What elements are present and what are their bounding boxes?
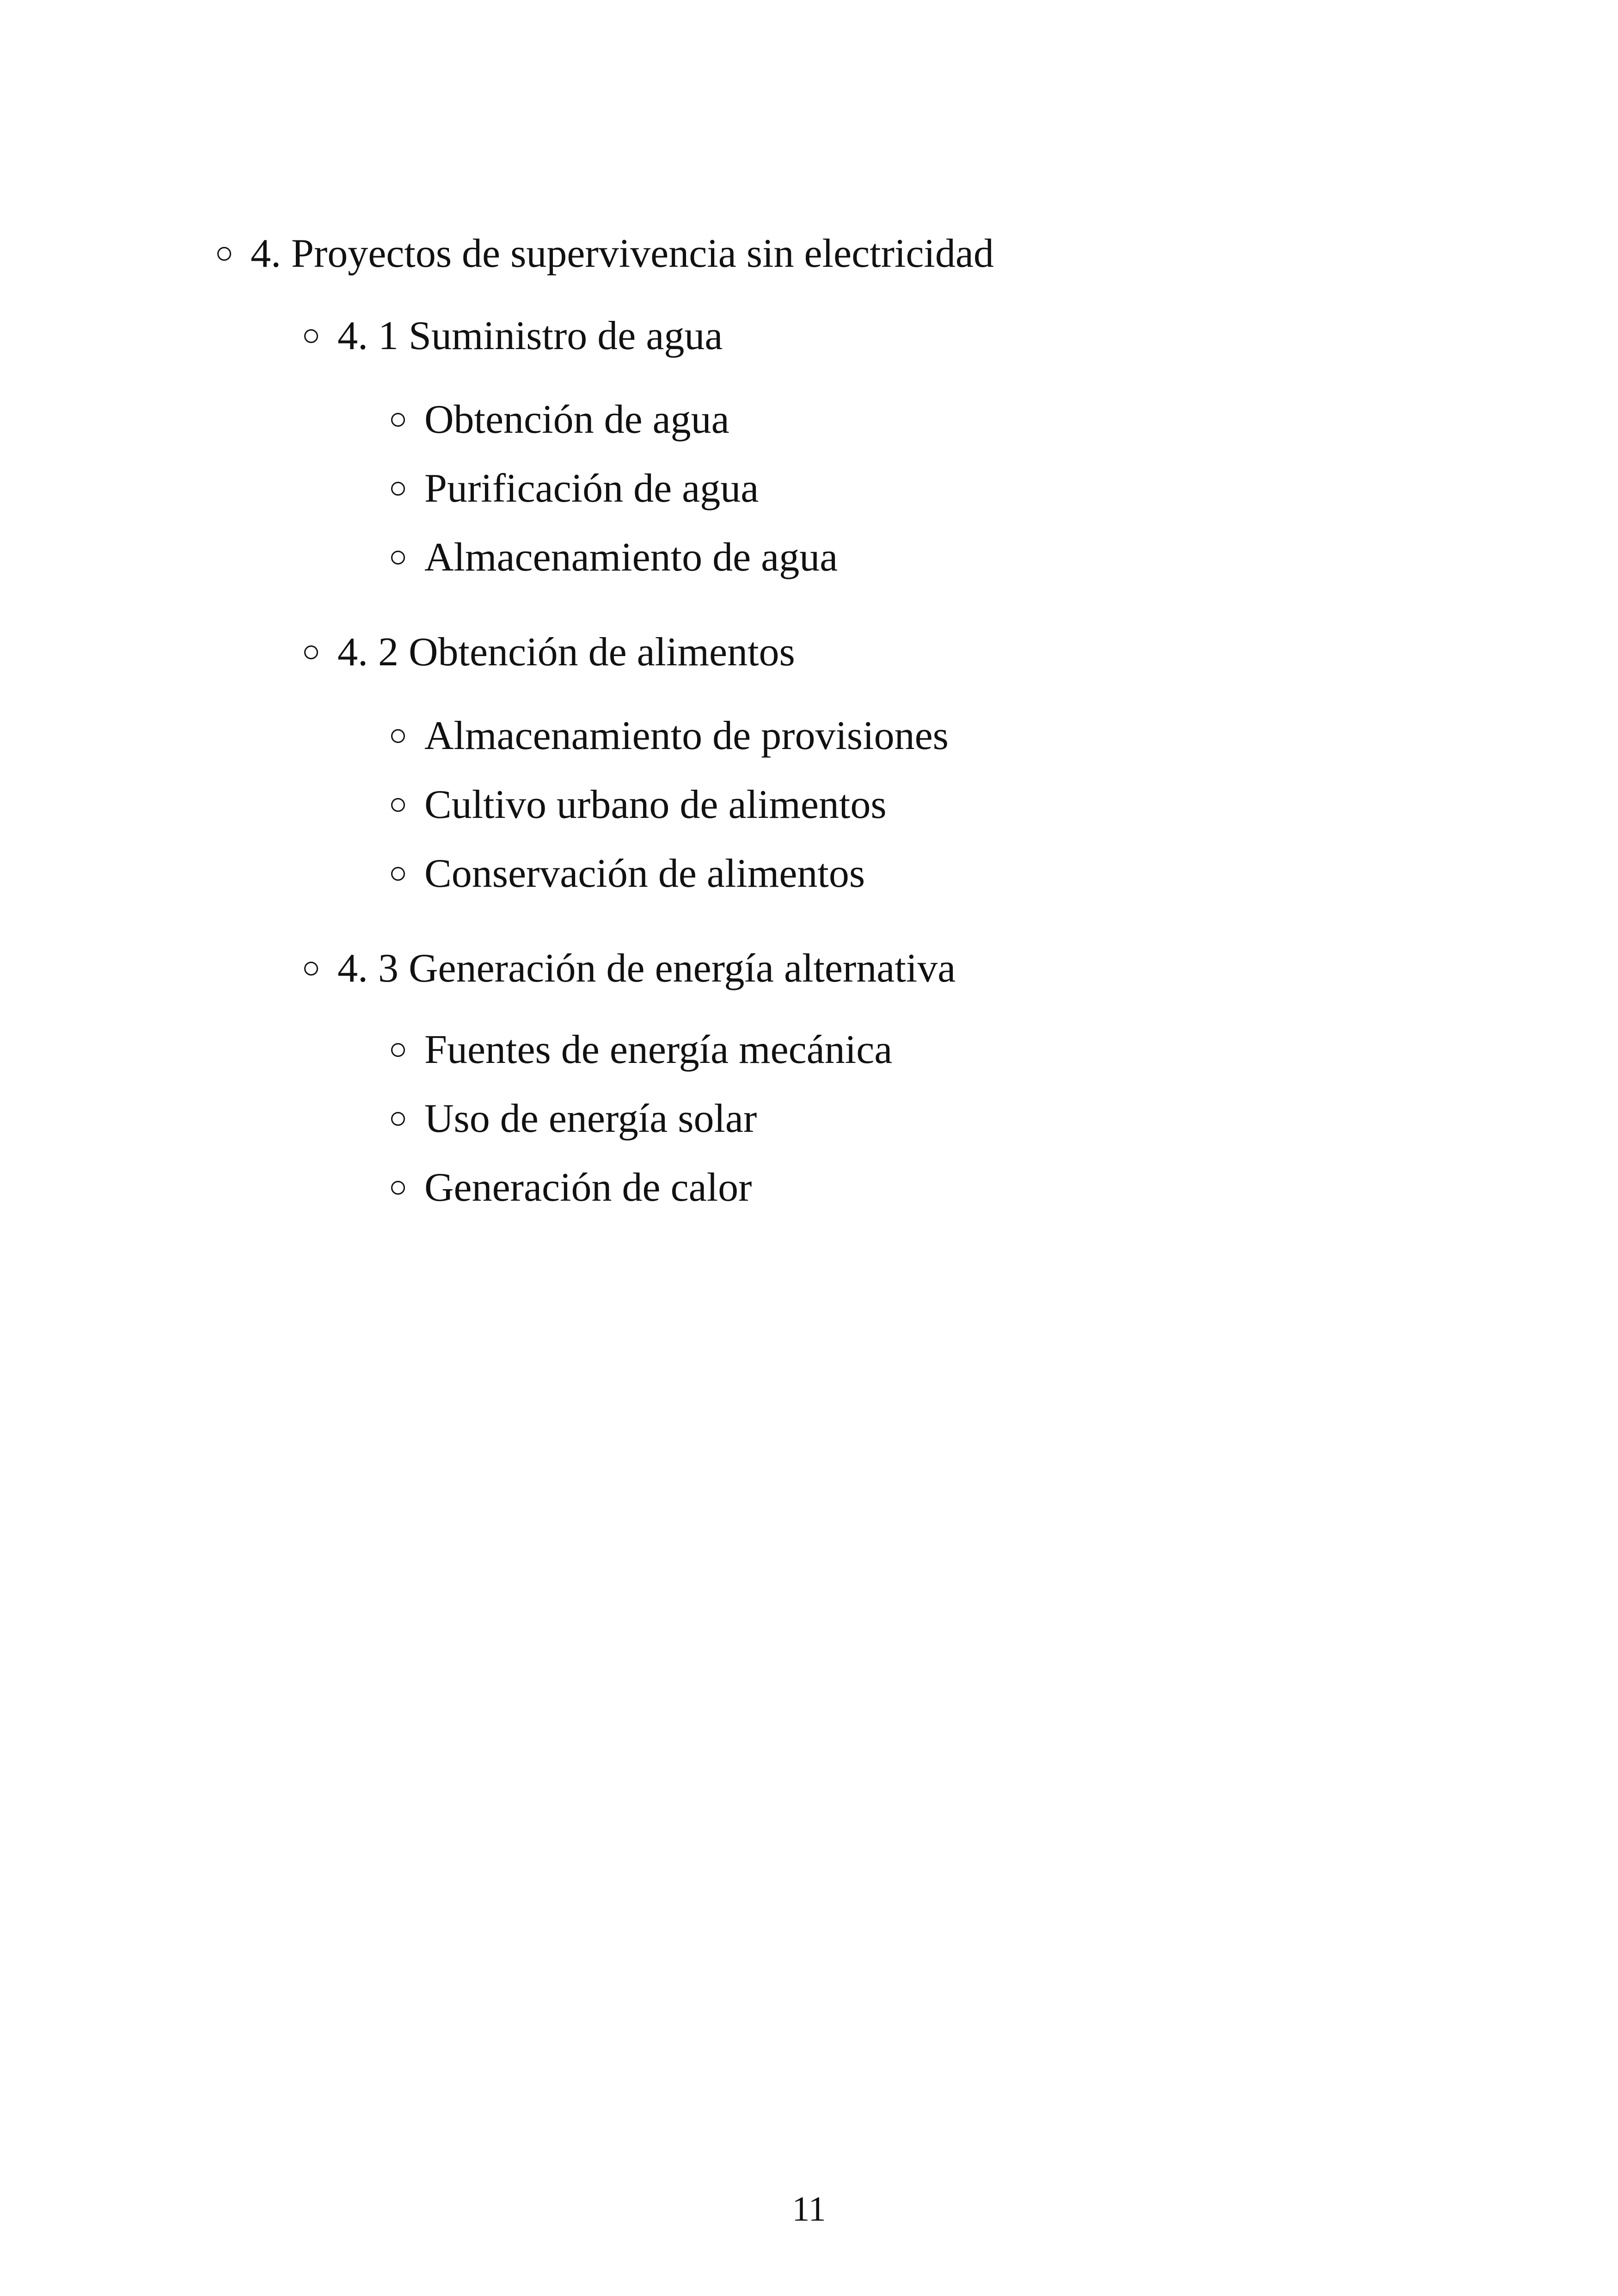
section-heading: 4. 1 Suministro de agua xyxy=(337,313,723,358)
list-item xyxy=(391,1167,752,1208)
list-item-label: Fuentes de energía mecánica xyxy=(424,1027,893,1072)
list-item xyxy=(391,782,887,827)
section-heading-item xyxy=(304,948,956,989)
list-item-label: Almacenamiento de agua xyxy=(424,535,838,580)
section-heading: 4. 3 Generación de energía alternativa xyxy=(337,946,956,991)
hollow-circle-bullet-icon xyxy=(304,645,318,659)
section-heading: 4. 2 Obtención de alimentos xyxy=(337,630,795,675)
list-item xyxy=(391,537,838,578)
list-item-label: Obtención de agua xyxy=(424,397,729,442)
section-heading-item xyxy=(304,313,723,358)
hollow-circle-bullet-icon xyxy=(304,962,318,976)
outline-title: 4. Proyectos de supervivencia sin electricidad xyxy=(251,231,994,276)
hollow-circle-bullet-icon xyxy=(391,482,405,496)
hollow-circle-bullet-icon xyxy=(391,413,405,427)
list-item-label: Cultivo urbano de alimentos xyxy=(424,782,887,827)
hollow-circle-bullet-icon xyxy=(391,729,405,743)
hollow-circle-bullet-icon xyxy=(391,1112,405,1126)
list-item xyxy=(391,399,729,440)
outline-title-item xyxy=(217,233,994,274)
list-item xyxy=(391,468,759,509)
hollow-circle-bullet-icon xyxy=(391,551,405,565)
list-item xyxy=(391,853,865,894)
hollow-circle-bullet-icon xyxy=(391,1181,405,1195)
hollow-circle-bullet-icon xyxy=(391,867,405,881)
section-heading-item xyxy=(304,632,795,673)
hollow-circle-bullet-icon xyxy=(391,798,405,812)
page-number: 11 xyxy=(792,2190,826,2228)
list-item-label: Almacenamiento de provisiones xyxy=(424,713,949,758)
list-item-label: Generación de calor xyxy=(424,1165,752,1210)
hollow-circle-bullet-icon xyxy=(391,1043,405,1057)
list-item xyxy=(391,1096,757,1141)
list-item-label: Uso de energía solar xyxy=(424,1096,757,1141)
hollow-circle-bullet-icon xyxy=(217,247,231,261)
list-item-label: Conservación de alimentos xyxy=(424,851,865,896)
list-item xyxy=(391,1027,893,1072)
hollow-circle-bullet-icon xyxy=(304,329,318,343)
list-item xyxy=(391,713,949,758)
list-item-label: Purificación de agua xyxy=(424,466,759,511)
